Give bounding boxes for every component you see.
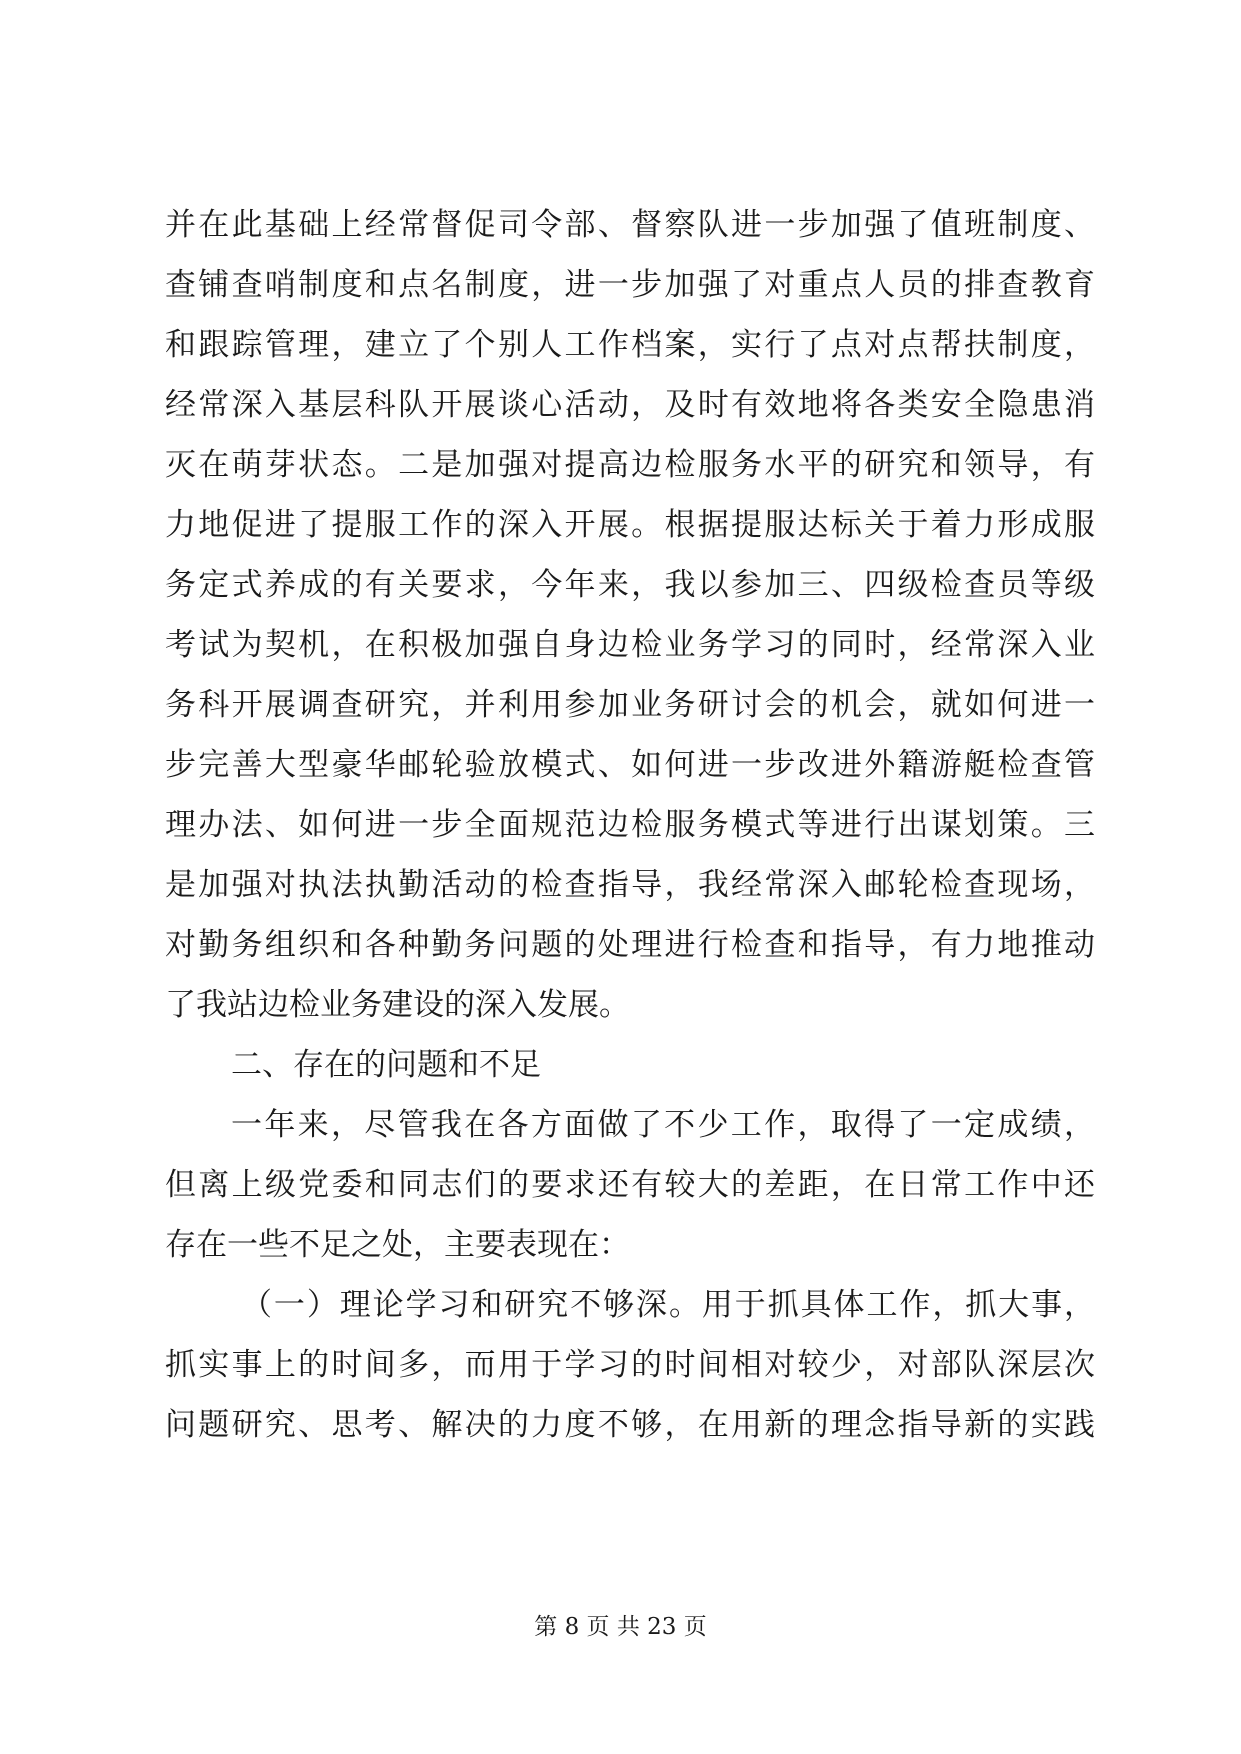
text-line: 并在此基础上经常督促司令部、督察队进一步加强了值班制度、 <box>165 207 1095 243</box>
text-line: 经常深入基层科队开展谈心活动，及时有效地将各类安全隐患消 <box>165 387 1095 423</box>
text-line: 了我站边检业务建设的深入发展。 <box>165 987 630 1023</box>
text-line: 考试为契机，在积极加强自身边检业务学习的同时，经常深入业 <box>165 627 1095 663</box>
text-line: 查铺查哨制度和点名制度，进一步加强了对重点人员的排查教育 <box>165 267 1095 303</box>
document-body <box>165 195 1095 1455</box>
text-line: 务科开展调查研究，并利用参加业务研讨会的机会，就如何进一 <box>165 687 1095 723</box>
page-number-footer: 第 8 页 共 23 页 <box>534 1614 707 1640</box>
text-line: 问题研究、思考、解决的力度不够，在用新的理念指导新的实践 <box>165 1407 1095 1443</box>
subsection-line: （一）理论学习和研究不够深。用于抓具体工作，抓大事， <box>241 1287 1095 1323</box>
text-line: 但离上级党委和同志们的要求还有较大的差距，在日常工作中还 <box>165 1167 1095 1203</box>
text-line: 对勤务组织和各种勤务问题的处理进行检查和指导，有力地推动 <box>165 927 1095 963</box>
text-line: 存在一些不足之处，主要表现在： <box>165 1227 630 1263</box>
text-line: 步完善大型豪华邮轮验放模式、如何进一步改进外籍游艇检查管 <box>165 747 1095 783</box>
section-heading: 二、存在的问题和不足 <box>231 1047 541 1083</box>
text-line: 力地促进了提服工作的深入开展。根据提服达标关于着力形成服 <box>165 507 1095 543</box>
text-line: 是加强对执法执勤活动的检查指导，我经常深入邮轮检查现场， <box>165 867 1095 903</box>
text-line: 灭在萌芽状态。二是加强对提高边检服务水平的研究和领导，有 <box>165 447 1095 483</box>
text-line: 抓实事上的时间多，而用于学习的时间相对较少，对部队深层次 <box>165 1347 1095 1383</box>
text-line: 一年来，尽管我在各方面做了不少工作，取得了一定成绩， <box>231 1107 1095 1143</box>
text-line: 务定式养成的有关要求，今年来，我以参加三、四级检查员等级 <box>165 567 1095 603</box>
text-line: 和跟踪管理，建立了个别人工作档案，实行了点对点帮扶制度， <box>165 327 1095 363</box>
text-line: 理办法、如何进一步全面规范边检服务模式等进行出谋划策。三 <box>165 807 1095 843</box>
